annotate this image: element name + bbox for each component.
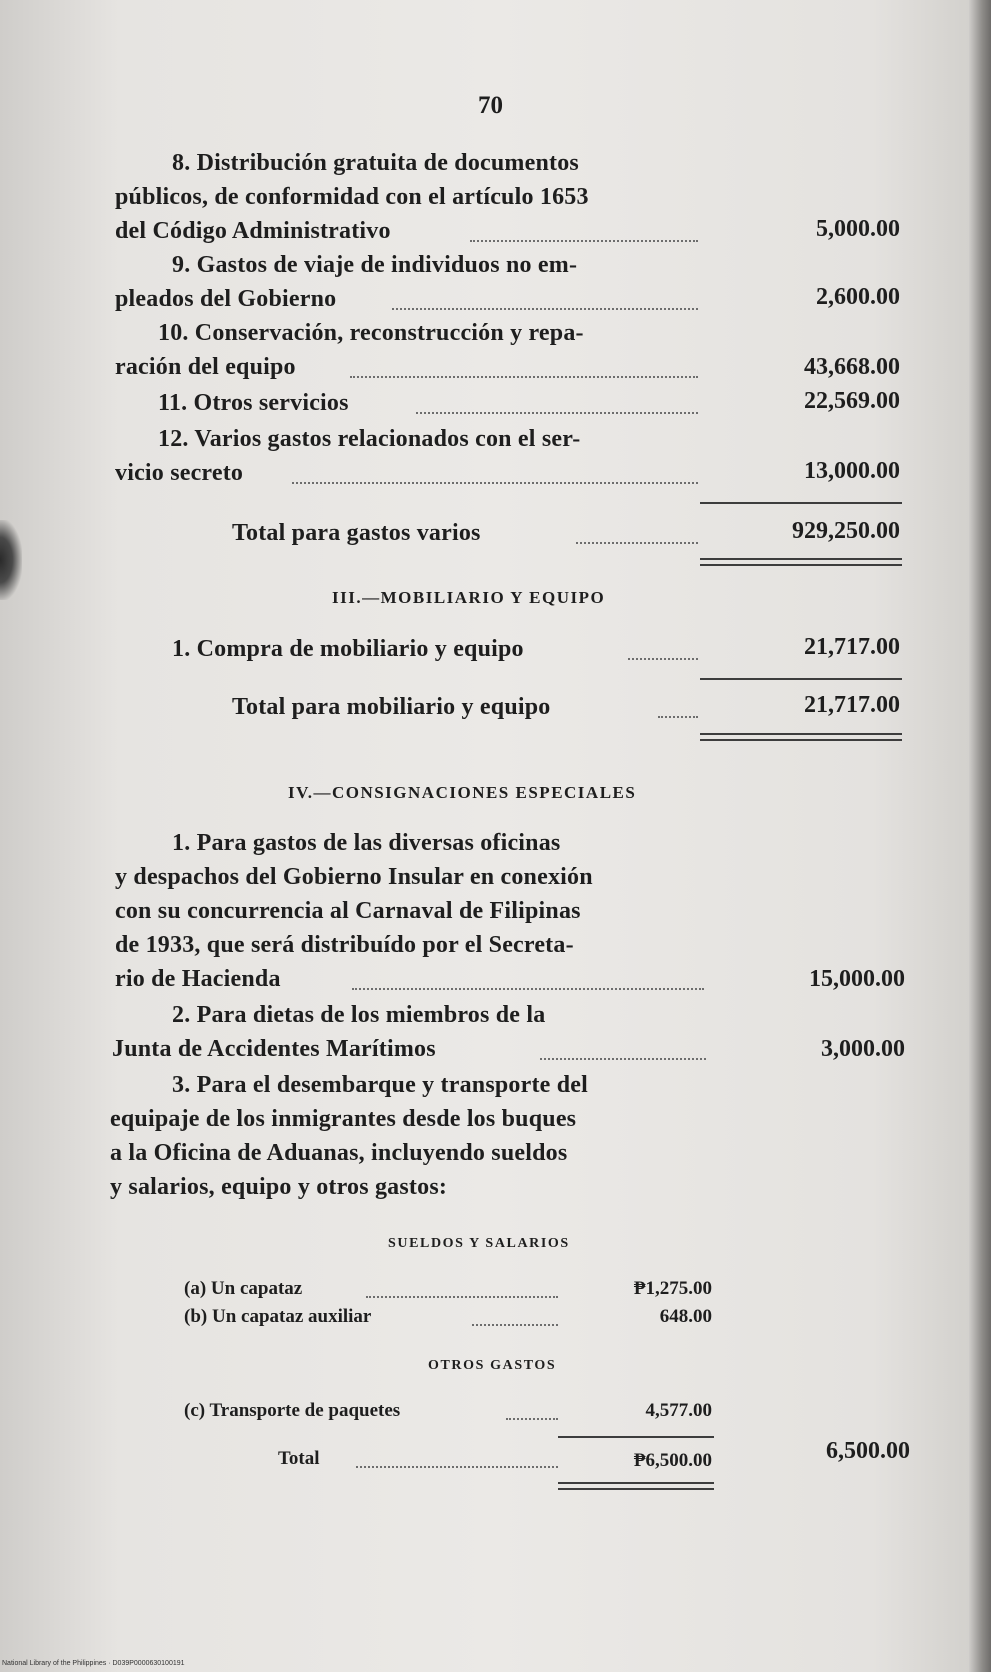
page-edge-shadow xyxy=(969,0,991,1672)
subtotal-rule xyxy=(558,1436,714,1438)
item-8-amount: 5,000.00 xyxy=(816,216,900,242)
double-rule-top xyxy=(558,1482,714,1484)
otros-gastos-heading: OTROS GASTOS xyxy=(428,1358,557,1373)
section-3-total-label: Total para mobiliario y equipo xyxy=(232,694,551,720)
double-rule-top xyxy=(700,733,902,735)
otros-c-label: (c) Transporte de paquetes xyxy=(184,1400,401,1421)
leader-dots xyxy=(356,1466,558,1468)
subtotal-label: Total xyxy=(278,1448,320,1469)
leader-dots xyxy=(628,658,698,660)
sueldo-b-amount: 648.00 xyxy=(659,1306,712,1327)
sum-rule xyxy=(700,502,902,504)
section-4-item-1-line-5: rio de Hacienda xyxy=(115,966,281,992)
leader-dots xyxy=(366,1296,558,1298)
item-12-line-2: vicio secreto xyxy=(115,460,244,486)
section-3-item-1-amount: 21,717.00 xyxy=(804,634,900,660)
section-4-item-1-line-3: con su concurrencia al Carnaval de Filipinas xyxy=(115,898,581,924)
leader-dots xyxy=(292,482,698,484)
item-9-amount: 2,600.00 xyxy=(816,284,900,310)
section-4-item-2-line-2: Junta de Accidentes Marítimos xyxy=(112,1036,436,1062)
item-8-line-1: 8. Distribución gratuita de documentos xyxy=(172,150,579,176)
section-4-item-3-line-3: a la Oficina de Aduanas, incluyendo sueldos xyxy=(110,1140,568,1166)
item-11-line-1: 11. Otros servicios xyxy=(158,390,349,416)
total-gastos-varios-amount: 929,250.00 xyxy=(792,518,900,544)
leader-dots xyxy=(658,716,698,718)
item-11-amount: 22,569.00 xyxy=(804,388,900,414)
section-4-item-1-line-4: de 1933, que será distribuído por el Secreta- xyxy=(115,932,574,958)
item-12-amount: 13,000.00 xyxy=(804,458,900,484)
leader-dots xyxy=(540,1058,706,1060)
leader-dots xyxy=(472,1324,558,1326)
item-10-line-2: ración del equipo xyxy=(115,354,296,380)
section-4-item-1-line-2: y despachos del Gobierno Insular en conexión xyxy=(115,864,593,890)
section-3-heading: III.—MOBILIARIO Y EQUIPO xyxy=(332,588,606,607)
sueldos-heading: SUELDOS Y SALARIOS xyxy=(388,1236,570,1251)
binder-hole xyxy=(0,520,22,600)
section-4-item-3-line-4: y salarios, equipo y otros gastos: xyxy=(110,1174,448,1200)
section-4-heading: IV.—CONSIGNACIONES ESPECIALES xyxy=(288,783,637,802)
item-9-line-1: 9. Gastos de viaje de individuos no em- xyxy=(172,252,578,278)
double-rule-bottom xyxy=(700,564,902,566)
item-8-line-2: públicos, de conformidad con el artículo 1653 xyxy=(115,184,589,210)
item-12-line-1: 12. Varios gastos relacionados con el ser- xyxy=(158,426,581,452)
leader-dots xyxy=(506,1418,558,1420)
page-number: 70 xyxy=(478,92,503,119)
double-rule-bottom xyxy=(558,1488,714,1490)
section-4-item-1-amount: 15,000.00 xyxy=(809,966,905,992)
sueldo-a-label: (a) Un capataz xyxy=(184,1278,303,1299)
leader-dots xyxy=(470,240,698,242)
subtotal-carried-amount: 6,500.00 xyxy=(826,1438,910,1464)
item-8-line-3: del Código Administrativo xyxy=(115,218,391,244)
double-rule-top xyxy=(700,558,902,560)
section-4-item-3-line-1: 3. Para el desembarque y transporte del xyxy=(172,1072,588,1098)
section-4-item-3-line-2: equipaje de los inmigrantes desde los buques xyxy=(110,1106,577,1132)
section-3-total-amount: 21,717.00 xyxy=(804,692,900,718)
footer-credit: National Library of the Philippines · D039P0000630100191 xyxy=(2,1660,185,1667)
leader-dots xyxy=(576,542,698,544)
section-4-item-2-amount: 3,000.00 xyxy=(821,1036,905,1062)
sueldo-a-amount: ₱1,275.00 xyxy=(633,1278,712,1299)
sueldo-b-label: (b) Un capataz auxiliar xyxy=(184,1306,372,1327)
leader-dots xyxy=(350,376,698,378)
item-10-amount: 43,668.00 xyxy=(804,354,900,380)
sum-rule xyxy=(700,678,902,680)
section-3-item-1: 1. Compra de mobiliario y equipo xyxy=(172,636,524,662)
otros-c-amount: 4,577.00 xyxy=(645,1400,712,1421)
item-10-line-1: 10. Conservación, reconstrucción y repa- xyxy=(158,320,584,346)
section-4-item-1-line-1: 1. Para gastos de las diversas oficinas xyxy=(172,830,561,856)
item-9-line-2: pleados del Gobierno xyxy=(115,286,337,312)
total-gastos-varios-label: Total para gastos varios xyxy=(232,520,481,546)
section-4-item-2-line-1: 2. Para dietas de los miembros de la xyxy=(172,1002,546,1028)
leader-dots xyxy=(416,412,698,414)
leader-dots xyxy=(392,308,698,310)
subtotal-amount: ₱6,500.00 xyxy=(633,1450,712,1471)
double-rule-bottom xyxy=(700,739,902,741)
leader-dots xyxy=(352,988,704,990)
